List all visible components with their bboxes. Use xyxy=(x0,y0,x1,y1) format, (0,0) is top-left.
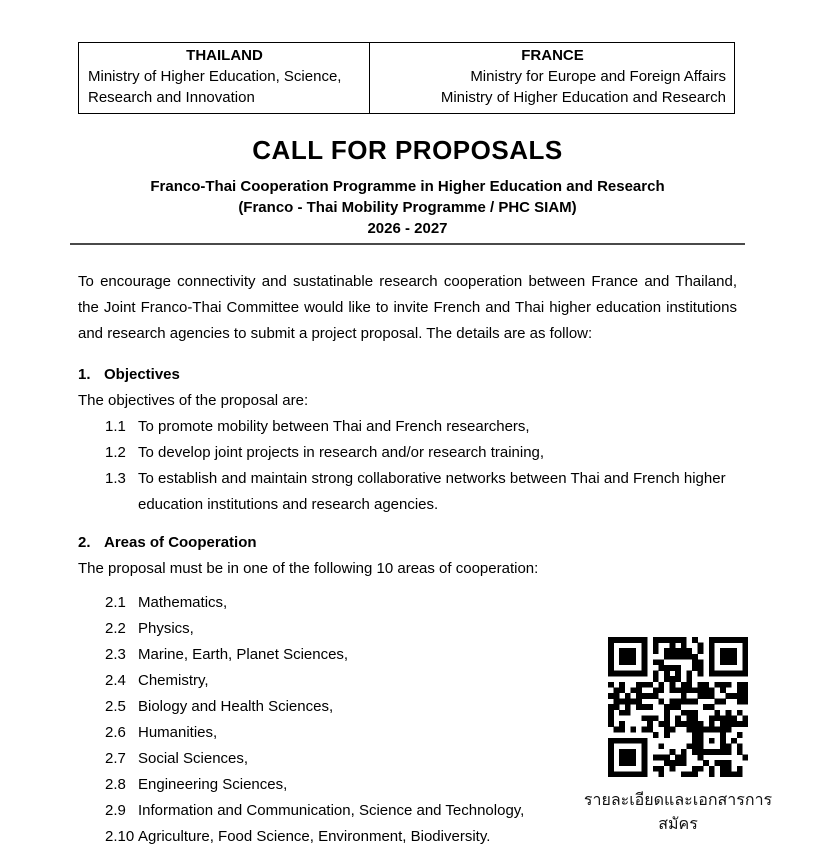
item-number: 2.10 xyxy=(105,828,135,845)
item-text: Agriculture, Food Science, Environment, Biodiversity. xyxy=(138,828,491,845)
item-number: 1.2 xyxy=(105,444,126,461)
subtitle xyxy=(78,176,737,239)
item-number: 2.8 xyxy=(105,776,126,793)
item-text: Information and Communication, Science and Technology, xyxy=(138,802,525,819)
list-item xyxy=(105,590,737,616)
item-number: 2.5 xyxy=(105,698,126,715)
item-number: 2.4 xyxy=(105,672,126,689)
item-number: 2.6 xyxy=(105,724,126,741)
subtitle-line-1: Franco-Thai Cooperation Programme in Higher Education and Research xyxy=(150,178,665,195)
section-heading xyxy=(78,362,737,388)
section-heading-label: Areas of Cooperation xyxy=(104,534,257,551)
item-text: Mathematics, xyxy=(138,594,228,611)
thailand-cell xyxy=(79,43,370,113)
thailand-ministry: Ministry of Higher Education, Science, Research and Innovation xyxy=(88,68,342,106)
item-text: Humanities, xyxy=(138,724,218,741)
section-number: 2. xyxy=(78,534,91,551)
item-text: Physics, xyxy=(138,620,194,637)
item-number: 2.3 xyxy=(105,646,126,663)
france-ministry-1: Ministry for Europe and Foreign Affairs xyxy=(470,68,726,85)
france-header: FRANCE xyxy=(521,47,584,64)
section-lead: The proposal must be in one of the following 10 areas of cooperation: xyxy=(78,560,539,577)
subtitle-line-2: (Franco - Thai Mobility Programme / PHC SIAM) xyxy=(238,199,577,216)
section-heading-label: Objectives xyxy=(104,366,180,383)
item-number: 2.7 xyxy=(105,750,126,767)
list-item xyxy=(105,466,737,518)
item-text: To establish and maintain strong collaborative networks between Thai and French higher education institutions and research agencies. xyxy=(138,470,726,513)
item-number: 1.1 xyxy=(105,418,126,435)
list-item xyxy=(105,440,737,466)
item-text: To develop joint projects in research and/or research training, xyxy=(138,444,545,461)
qr-caption: รายละเอียดและเอกสารการสมัคร xyxy=(583,792,773,833)
subtitle-line-3: 2026 - 2027 xyxy=(367,220,448,237)
item-text: To promote mobility between Thai and French researchers, xyxy=(138,418,530,435)
qr-code-image xyxy=(608,637,748,777)
section-heading xyxy=(78,530,737,556)
item-text: Social Sciences, xyxy=(138,750,249,767)
item-text: Biology and Health Sciences, xyxy=(138,698,334,715)
item-text: Chemistry, xyxy=(138,672,209,689)
section-lead: The objectives of the proposal are: xyxy=(78,392,309,409)
france-cell xyxy=(370,43,734,113)
objectives-list xyxy=(78,414,737,518)
france-ministry-2: Ministry of Higher Education and Research xyxy=(440,89,726,106)
item-number: 2.2 xyxy=(105,620,126,637)
item-number: 2.9 xyxy=(105,802,126,819)
item-text: Marine, Earth, Planet Sciences, xyxy=(138,646,349,663)
intro-paragraph: To encourage connectivity and sustatinable research cooperation between France and Thailand, the Joint Franco-Thai Committee would like to invite French and Thai higher education institutions and research agencies to submit a project proposal. The details are as follow: xyxy=(78,273,737,342)
section-objectives xyxy=(78,362,737,518)
list-item xyxy=(105,414,737,440)
section-number: 1. xyxy=(78,366,91,383)
horizontal-rule xyxy=(70,243,745,245)
item-number: 2.1 xyxy=(105,594,126,611)
thailand-header: THAILAND xyxy=(186,47,263,64)
item-number: 1.3 xyxy=(105,470,126,487)
qr-block xyxy=(578,637,778,837)
item-text: Engineering Sciences, xyxy=(138,776,288,793)
page-title: CALL FOR PROPOSALS xyxy=(252,135,563,165)
country-header-table xyxy=(78,42,735,114)
